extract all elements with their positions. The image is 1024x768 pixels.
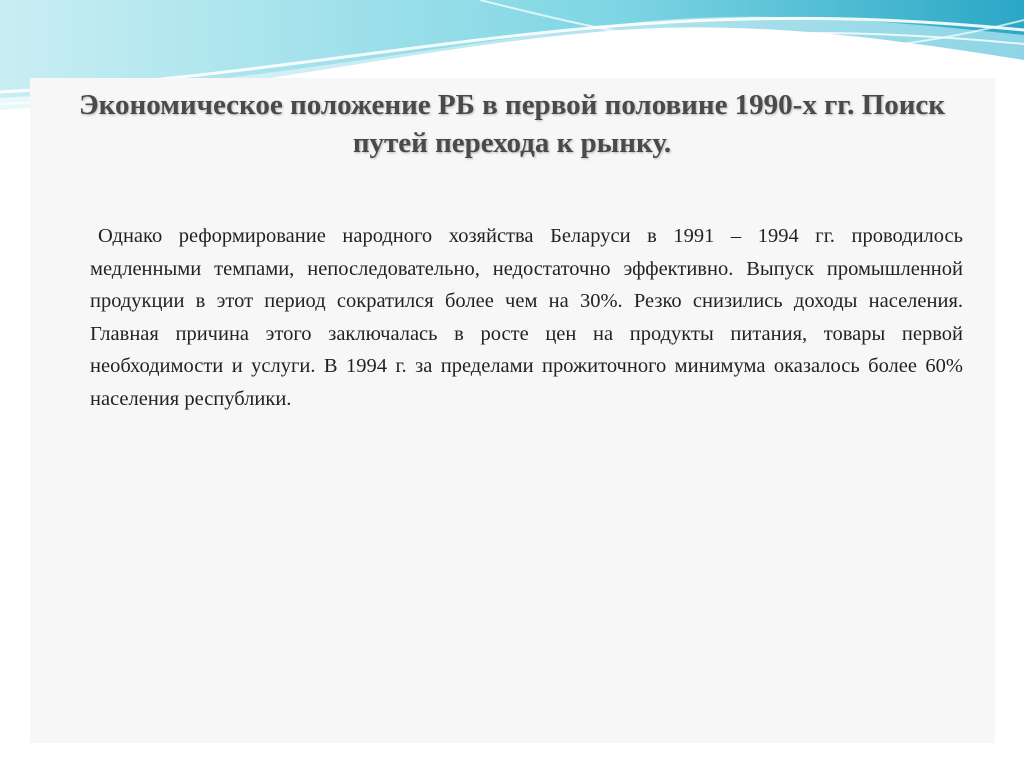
slide-body-text: Однако реформирование народного хозяйства Беларуси в 1991 – 1994 гг. проводилось медленными темпами, непоследовательно, недостаточно эффективно. Выпуск промышленной продукции в этот период сократился более чем на 30%. Резко снизились доходы населения. Главная причина этого заключалась в росте цен на продукты питания, товары первой необходимости и услуги. В 1994 г. за пределами прожиточного минимума оказалось более 60% населения республики. — [90, 225, 963, 410]
slide-title: Экономическое положение РБ в первой половине 1990-х гг. Поиск путей перехода к рынку. — [78, 89, 946, 159]
